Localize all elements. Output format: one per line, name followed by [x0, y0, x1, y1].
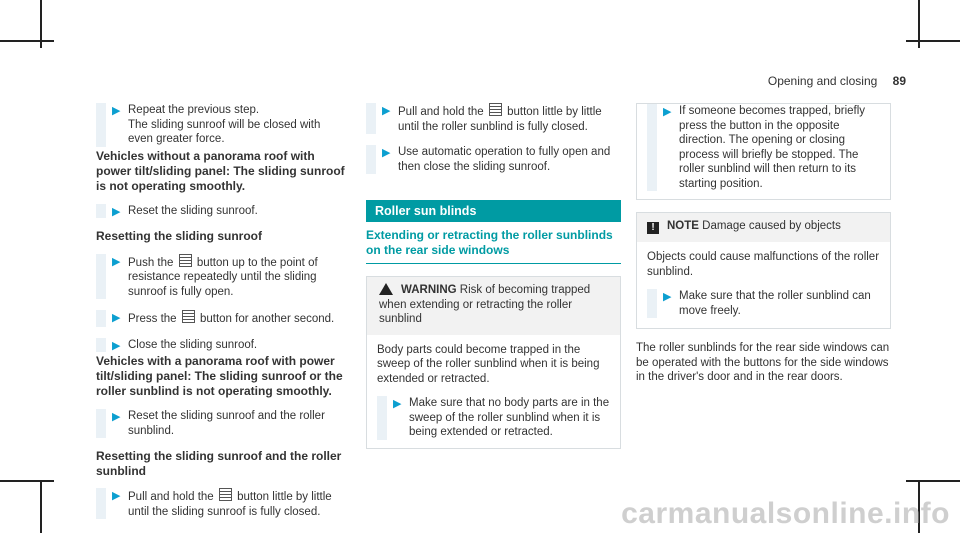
arrow-icon: ▶ [112, 411, 121, 423]
subsection-heading: Extending or retracting the roller sunblinds on the rear side windows [366, 228, 621, 264]
step-box [636, 103, 891, 200]
column-right [636, 103, 891, 396]
arrow-icon: ▶ [112, 339, 121, 352]
step [647, 104, 882, 191]
step: ▶ Press the button for another second. [96, 310, 348, 327]
condition-heading: Vehicles with a panorama roof with power tilt/sliding panel: The sliding sunroof or the roller sunblind is not operating smoothly. [96, 354, 343, 398]
arrow-icon: ▶ [663, 291, 672, 303]
step-text: Make sure that no body parts are in the sweep of the roller sunblind when it is being extended or retracted. [409, 397, 610, 438]
step-text: Make sure that the roller sunblind can move freely. [679, 290, 871, 317]
arrow-icon: ▶ [393, 398, 402, 410]
step [377, 396, 610, 440]
step-result: The sliding sunroof will be closed with even greater force. [128, 118, 321, 145]
sunroof-button-icon [489, 103, 502, 116]
crop-mark [906, 480, 960, 482]
sunroof-button-icon [219, 488, 232, 501]
step-text: Use automatic operation to fully open and then close the sliding sunroof. [398, 146, 611, 173]
step [96, 204, 348, 219]
arrow-icon: ▶ [663, 106, 672, 118]
note-box [636, 212, 891, 329]
arrow-icon: ▶ [112, 255, 121, 268]
warning-box [366, 276, 621, 449]
arrow-icon: ▶ [382, 147, 391, 159]
sunroof-button-icon [182, 310, 195, 323]
condition-heading: Vehicles without a panorama roof with power tilt/sliding panel: The sliding sunroof is not operating smoothly. [96, 148, 345, 193]
column-left [96, 103, 348, 530]
note-body: Objects could cause malfunctions of the roller sunblind. ▶ Make sure that the roller sunblind can move freely. [647, 251, 880, 317]
arrow-icon: ▶ [112, 205, 121, 218]
arrow-icon: ▶ [112, 105, 121, 117]
warning-body: Body parts could become trapped in the sweep of the roller sunblind when it is being extended or retracted. ▶ Make sure that no body parts are in the sweep of the roller sunblind when it is being extended or retracted. [377, 343, 610, 438]
step: ▶ Pull and hold the button little by little until the roller sunblind is fully closed. [366, 103, 621, 134]
step-text: Reset the sliding sunroof and the roller sunblind. [128, 410, 325, 437]
warning-header: WARNING Risk of becoming trapped when extending or retracting the roller sunblind [367, 277, 620, 335]
step [96, 409, 348, 438]
arrow-icon: ▶ [112, 312, 121, 324]
arrow-icon: ▶ [382, 105, 391, 117]
notice-icon: ! [647, 222, 659, 234]
section-heading: Resetting the sliding sunroof [96, 229, 263, 243]
step [647, 289, 880, 318]
crop-mark [40, 480, 42, 533]
step-text: Close the sliding sunroof. [128, 338, 258, 351]
column-middle [366, 103, 621, 449]
arrow-icon: ▶ [112, 490, 121, 502]
step: ▶ Push the button up to the point of resistance repeatedly until the sliding sunroof is fully open. [96, 254, 348, 300]
section-band: Roller sun blinds [366, 200, 621, 222]
page-header [768, 74, 906, 88]
page-number: 89 [892, 74, 906, 88]
watermark: carmanualsonline.info [621, 497, 950, 530]
step: ▶ Pull and hold the button little by little until the sliding sunroof is fully closed. [96, 488, 348, 519]
crop-mark [906, 40, 960, 42]
step-text: If someone becomes trapped, briefly press the button in the opposite direction. The opening or closing process will briefly be stopped. The roller sunblind will then return to its starting position. [679, 105, 866, 190]
section-title: Opening and closing [767, 74, 878, 88]
crop-mark [0, 40, 54, 42]
step-text: Reset the sliding sunroof. [128, 204, 258, 217]
warning-triangle-icon [379, 283, 393, 295]
crop-mark [0, 480, 54, 482]
sunroof-button-icon [179, 254, 192, 267]
section-heading: Resetting the sliding sunroof and the roller sunblind [96, 449, 342, 478]
step [96, 103, 348, 147]
body-paragraph: The roller sunblinds for the rear side windows can be operated with the buttons for the side windows in the driver's door and in the rear doors. [636, 342, 890, 383]
note-header: ! NOTE Damage caused by objects [637, 213, 890, 242]
step [96, 338, 348, 353]
step [366, 145, 621, 174]
step-text: Repeat the previous step. [128, 104, 260, 116]
